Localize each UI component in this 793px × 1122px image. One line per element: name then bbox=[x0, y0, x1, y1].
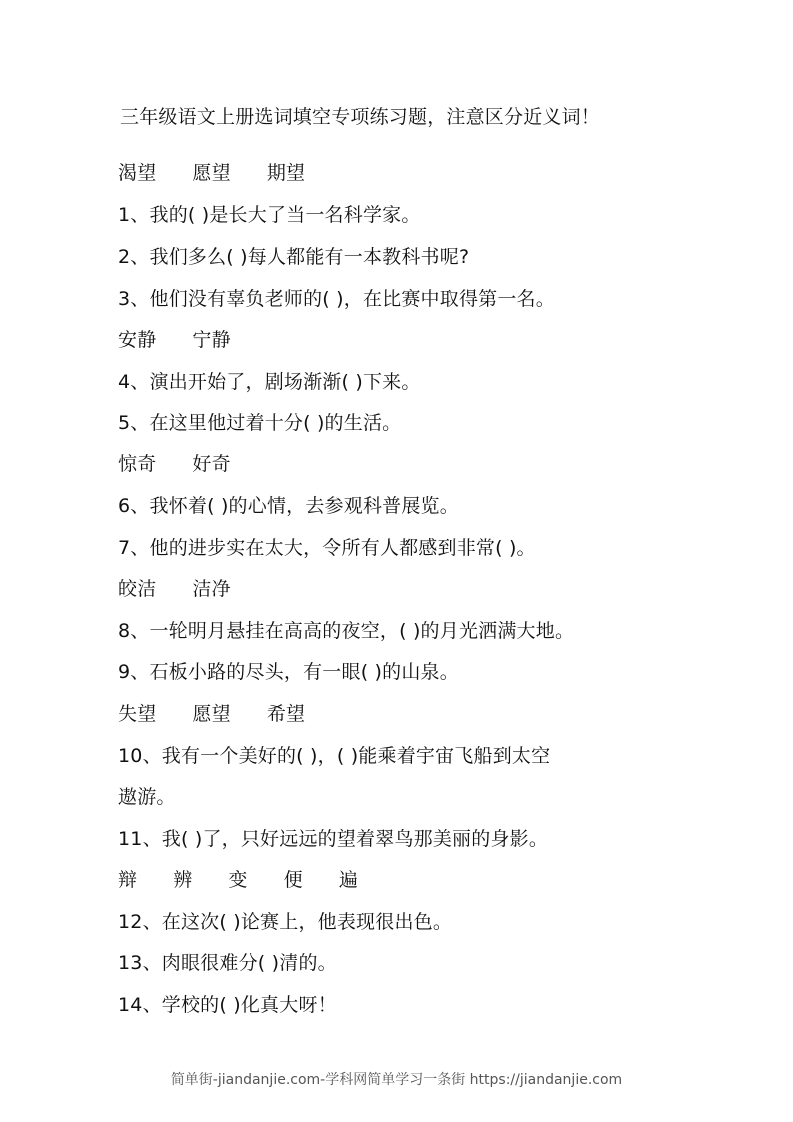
question-line: 13、肉眼很难分( )清的。 bbox=[118, 952, 337, 974]
question-line: 3、他们没有辜负老师的( )，在比赛中取得第一名。 bbox=[118, 288, 555, 310]
word-choice: 希望 bbox=[266, 703, 306, 725]
word-choice: 愿望 bbox=[192, 703, 231, 725]
question-line: 12、在这次( )论赛上，他表现很出色。 bbox=[118, 911, 453, 933]
page-title: 三年级语文上册选词填空专项练习题，注意区分近义词！ bbox=[120, 106, 601, 128]
question-line: 5、在这里他过着十分( )的生活。 bbox=[118, 412, 402, 434]
word-choice: 渴望 bbox=[118, 162, 157, 184]
word-choices-row bbox=[118, 160, 693, 186]
word-choice: 安静 bbox=[118, 329, 157, 351]
word-choices-row bbox=[118, 701, 693, 727]
question-line: 10、我有一个美好的( )，( )能乘着宇宙飞船到太空 bbox=[118, 745, 551, 767]
word-choices-row bbox=[118, 576, 693, 602]
question-line: 4、演出开始了，剧场渐渐( )下来。 bbox=[118, 371, 421, 393]
word-choice: 宁静 bbox=[192, 329, 231, 351]
word-choice: 惊奇 bbox=[118, 453, 157, 475]
question-line: 8、一轮明月悬挂在高高的夜空，( )的月光洒满大地。 bbox=[118, 620, 575, 642]
question-line: 1、我的( )是长大了当一名科学家。 bbox=[118, 204, 421, 226]
word-choice: 好奇 bbox=[192, 453, 231, 475]
question-line: 2、我们多么( )每人都能有一本教科书呢? bbox=[118, 246, 470, 268]
word-choices-row bbox=[118, 867, 693, 893]
word-choice: 皎洁 bbox=[118, 578, 157, 600]
word-choice: 洁净 bbox=[192, 578, 231, 600]
word-choice: 期望 bbox=[266, 162, 306, 184]
question-line: 11、我( )了，只好远远的望着翠鸟那美丽的身影。 bbox=[118, 828, 549, 850]
word-choice: 辩 bbox=[118, 869, 138, 891]
question-line-continuation: 遨游。 bbox=[118, 786, 176, 808]
question-line: 7、他的进步实在太大，令所有人都感到非常( )。 bbox=[118, 537, 536, 559]
word-choice: 辨 bbox=[173, 869, 193, 891]
word-choices-row bbox=[118, 451, 693, 477]
question-line: 14、学校的( )化真大呀！ bbox=[118, 994, 337, 1016]
word-choice: 便 bbox=[283, 869, 303, 891]
word-choice: 变 bbox=[228, 869, 248, 891]
word-choice: 遍 bbox=[338, 869, 359, 891]
word-choice: 愿望 bbox=[192, 162, 231, 184]
page-footer: 简单街-jiandanjie.com-学科网简单学习一条街 https://jiandanjie.com bbox=[170, 1072, 623, 1088]
question-line: 9、石板小路的尽头，有一眼( )的山泉。 bbox=[118, 661, 459, 683]
word-choices-row bbox=[118, 327, 693, 353]
word-choice: 失望 bbox=[118, 703, 157, 725]
question-line: 6、我怀着( )的心情，去参观科普展览。 bbox=[118, 495, 459, 517]
